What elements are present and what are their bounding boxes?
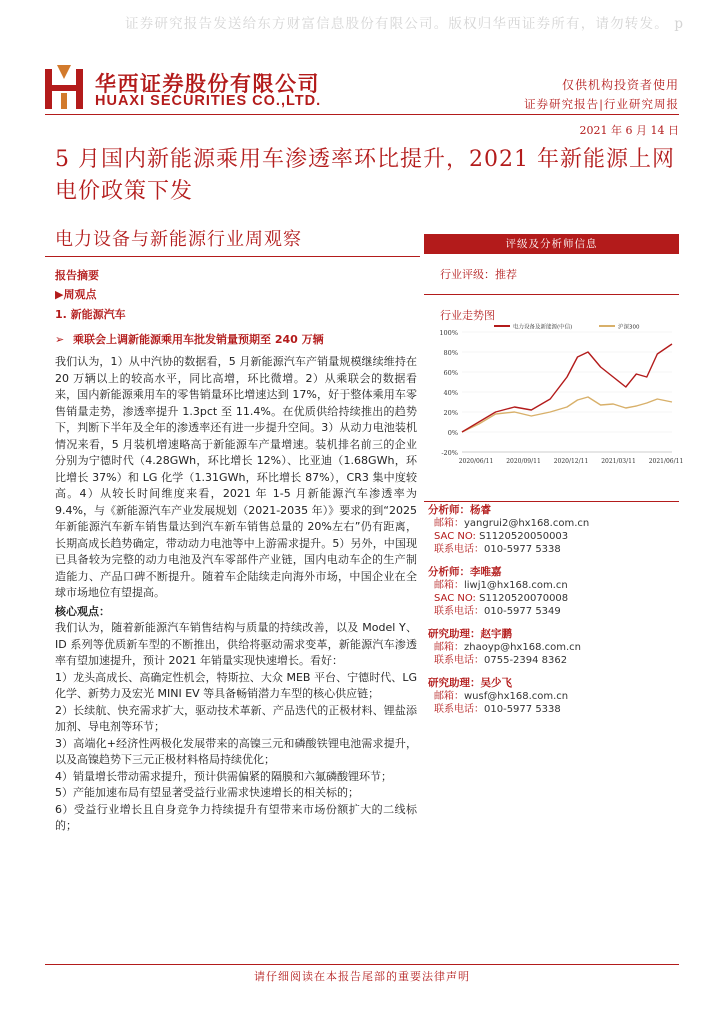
phone-line <box>428 703 678 716</box>
sac-line <box>428 530 678 543</box>
x-tick-label: 2021/03/11 <box>601 458 636 465</box>
y-tick-label: -20% <box>441 449 458 457</box>
chart-divider <box>424 501 679 502</box>
email-link[interactable]: zhaoyp@hx168.com.cn <box>464 642 581 653</box>
summary-column <box>55 268 417 835</box>
phone-label: 联系电话： <box>434 704 484 715</box>
assistant-name: 研究助理：吴少飞 <box>428 677 512 689</box>
email-label: 邮箱： <box>434 580 464 591</box>
phone-number: 010-5977 5338 <box>484 704 561 715</box>
series-line <box>462 344 672 432</box>
analyst-name: 分析师：李唯嘉 <box>428 566 502 578</box>
contact-card <box>428 628 678 667</box>
contact-card <box>428 566 678 618</box>
core-item: 6）受益行业增长且自身竞争力持续提升有望带来市场份额扩大的二线标的； <box>55 802 417 832</box>
sac-label: SAC NO: <box>434 531 476 542</box>
summary-paragraph: 我们认为，1）从中汽协的数据看，5 月新能源汽车产销量规模继续维持在 20 万辆以上的较高水平，同比高增，环比微增。2）从乘联会的数据看来，国内新能源乘用车的零售销量环比增速达到 17%，好于整体乘用车零售销量走势，渗透率提升 1.3pct 至 11.4%。在优质供给持续推出的趋势下，判断下半年及全年的渗透率还有进一步提升空间。3）从动力电池装机情况来看，5 月装机增速略高于新能源车产量增速。装机排名前三的企业分别为宁德时代（4.28GWh，环比增长 12%）、比亚迪（1.68GWh，环比增长 37%）和 LG 化学（1.31GWh，环比增长 87%），CR3 集中度较高。4）从较长时间维度来看，2021 年 1-5 月新能源汽车渗透率为 9.4%，与《新能源汽车产业发展规划（2021-2035 年）》要求的到“2025 年新能源汽车新车销售量达到汽车新车销售总量的 20%左右”仍有距离，长期高成长趋势确定，带动动力电池等中上游需求提升。5）另外，中国现已具备较为完整的动力电池及汽车零部件产业链，国内电动车企的生产制造能力、产品口碑不断提升。随着车企陆续走向海外市场，中国企业在全球市场地位有望提高。 <box>55 355 417 599</box>
core-item: 1）龙头高成长、高确定性机会，特斯拉、大众 MEB 平台、宁德时代、LG 化学、新势力及宏光 MINI EV 等具备畅销潜力车型的核心供应链； <box>55 670 417 700</box>
email-link[interactable]: yangrui2@hx168.com.cn <box>464 518 590 529</box>
assistant-name: 研究助理：赵宇鹏 <box>428 628 512 640</box>
sac-number: S1120520050003 <box>479 531 569 542</box>
email-line <box>428 517 678 530</box>
core-view-heading: 核心观点： <box>55 604 110 618</box>
phone-number: 0755-2394 8362 <box>484 655 568 666</box>
sidebar-header: 评级及分析师信息 <box>424 234 679 254</box>
core-view-intro: 我们认为，随着新能源汽车销售结构与质量的持续改善，以及 Model Y、ID 系列等优质新车型的不断推出，供给将驱动需求变革，新能源汽车渗透率有望加速提升，预计 2021 年销量实现快速增长。看好： <box>55 621 417 667</box>
core-item: 2）长续航、快充需求扩大，驱动技术革新、产品迭代的正极材料、锂盐添加剂、导电剂等环节； <box>55 703 417 733</box>
report-subtitle: 电力设备与新能源行业周观察 <box>55 229 302 250</box>
phone-label: 联系电话： <box>434 655 484 666</box>
industry-trend-chart <box>424 322 684 497</box>
phone-label: 联系电话： <box>434 606 484 617</box>
watermark: 证券研究报告发送给东方财富信息股份有限公司。版权归华西证券所有，请勿转发。 p <box>125 16 685 32</box>
sac-label: SAC NO: <box>434 593 476 604</box>
y-tick-label: 60% <box>443 369 458 377</box>
x-tick-label: 2020/06/11 <box>458 458 494 465</box>
y-tick-label: 80% <box>443 349 458 357</box>
audience-tag: 仅供机构投资者使用 <box>561 78 679 92</box>
sac-number: S1120520070008 <box>479 593 569 604</box>
email-line <box>428 690 678 703</box>
y-tick-label: 0% <box>447 429 458 437</box>
section-heading: 1. 新能源汽车 <box>55 308 126 321</box>
email-link[interactable]: wusf@hx168.com.cn <box>464 691 569 702</box>
company-name-cn: 华西证券股份有限公司 <box>95 72 320 96</box>
phone-line <box>428 654 678 667</box>
y-tick-label: 20% <box>443 409 458 417</box>
weekly-view-heading: ▶周观点 <box>55 287 97 301</box>
core-item: 3）高端化+经济性两极化发展带来的高镍三元和磷酸铁锂电池需求提升，以及高镍趋势下三元正极材料格局持续优化； <box>55 736 417 766</box>
legal-notice: 请仔细阅读在本报告尾部的重要法律声明 <box>254 970 470 983</box>
report-type-tag: 证券研究报告|行业研究周报 <box>524 97 679 111</box>
legend-label: 沪深300 <box>618 324 640 331</box>
footer-divider <box>45 964 679 965</box>
core-item: 4）销量增长带动需求提升，预计供需偏紧的隔膜和六氟磷酸锂环节； <box>55 769 392 783</box>
y-tick-label: 100% <box>439 329 458 337</box>
analyst-name: 分析师：杨睿 <box>428 504 491 516</box>
email-label: 邮箱： <box>434 642 464 653</box>
industry-rating: 行业评级：推荐 <box>440 268 517 281</box>
phone-line <box>428 605 678 618</box>
analyst-contacts <box>428 504 678 726</box>
x-tick-label: 2020/12/11 <box>553 458 589 465</box>
phone-number: 010-5977 5338 <box>484 544 561 555</box>
email-line <box>428 641 678 654</box>
core-item: 5）产能加速布局有望显著受益行业需求快速增长的相关标的； <box>55 786 359 799</box>
company-logo <box>45 65 83 111</box>
bullet-text: 乘联会上调新能源乘用车批发销量预期至 240 万辆 <box>73 332 324 346</box>
contact-card <box>428 504 678 556</box>
sac-line <box>428 592 678 605</box>
subtitle-divider <box>45 256 420 257</box>
phone-label: 联系电话： <box>434 544 484 555</box>
phone-line <box>428 543 678 556</box>
contact-card <box>428 677 678 716</box>
email-label: 邮箱： <box>434 691 464 702</box>
bullet-heading <box>55 332 417 349</box>
bullet-arrow-icon: ➢ <box>55 332 65 346</box>
summary-heading: 报告摘要 <box>55 269 99 282</box>
report-title: 5 月国内新能源乘用车渗透率环比提升，2021 年新能源上网电价政策下发 <box>55 147 675 204</box>
report-date: 2021 年 6 月 14 日 <box>579 124 679 137</box>
x-tick-label: 2021/06/11 <box>648 458 684 465</box>
x-tick-label: 2020/09/11 <box>506 458 541 465</box>
header-divider <box>45 114 679 115</box>
legend-label: 电力设备及新能源(中信) <box>513 324 573 331</box>
analyst-sidebar <box>424 234 684 715</box>
phone-number: 010-5977 5349 <box>484 606 561 617</box>
y-tick-label: 40% <box>443 389 458 397</box>
series-line <box>462 397 672 432</box>
email-line <box>428 579 678 592</box>
email-label: 邮箱： <box>434 518 464 529</box>
email-link[interactable]: liwj1@hx168.com.cn <box>464 580 568 591</box>
company-name-en: HUAXI SECURITIES CO.,LTD. <box>95 93 322 109</box>
chart-title: 行业走势图 <box>440 309 495 322</box>
